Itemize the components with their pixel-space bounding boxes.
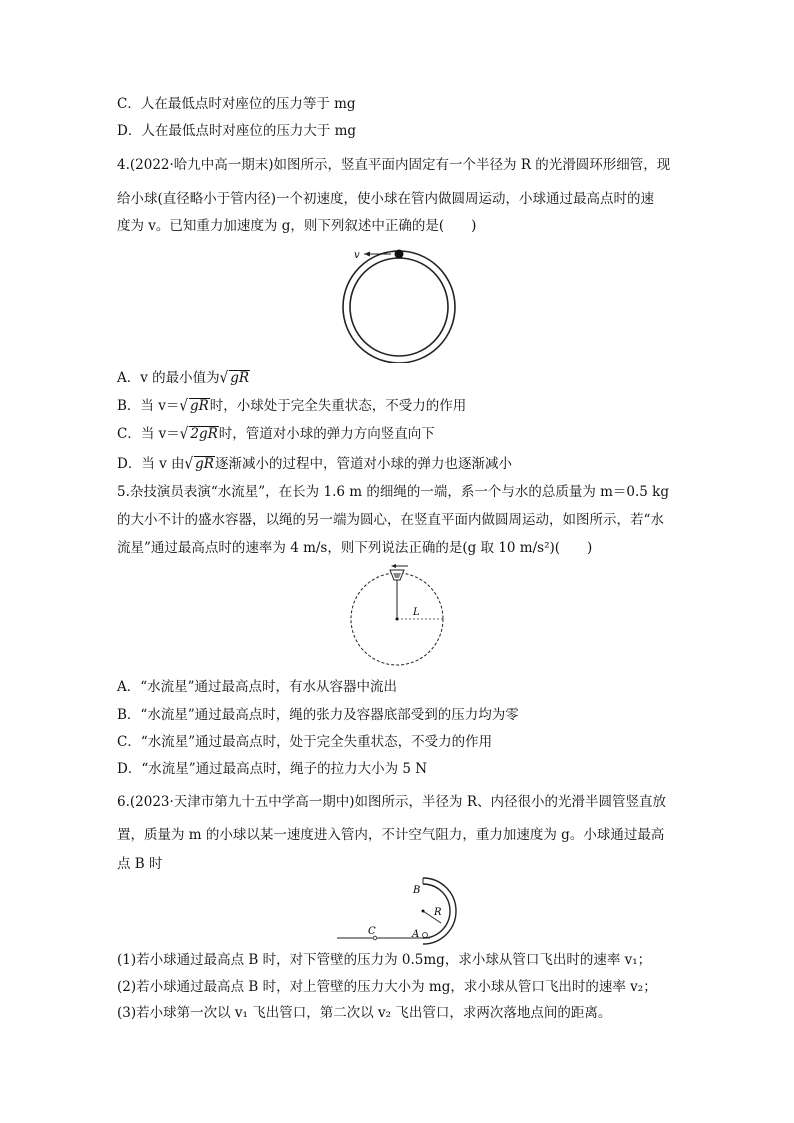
ball — [423, 933, 428, 938]
q5-option-c: C．“水流星”通过最高点时，处于完全失重状态，不受力的作用 — [117, 734, 493, 750]
q5-option-b: B．“水流星”通过最高点时，绳的张力及容器底部受到的压力均为零 — [117, 707, 519, 723]
q6-stem-line1: 6.(2023·天津市第九十五中学高一期中)如图所示，半径为 R、内径很小的光滑半圆管竖直放 — [117, 794, 667, 810]
q5-stem-line1: 5.杂技演员表演“水流星”，在长为 1.6 m 的细绳的一端，系一个与水的总质量为 m＝0.5 kg — [117, 484, 670, 500]
tube-inner-circle — [350, 258, 448, 356]
label-r: R — [434, 907, 442, 918]
center-point — [422, 910, 425, 913]
q4-stem-line2: 给小球(直径略小于管内径)一个初速度，使小球在管内做圆周运动，小球通过最高点时的速 — [117, 191, 655, 207]
q4-option-b: B．当 v＝√ gR时，小球处于完全失重状态，不受力的作用 — [117, 396, 467, 416]
q6-stem-line3: 点 B 时 — [117, 856, 163, 872]
tube-outer-circle — [343, 251, 455, 363]
q5-option-d: D．“水流星”通过最高点时，绳子的拉力大小为 5 N — [117, 761, 428, 777]
q4-option-a: A．v 的最小值为√ gR — [117, 368, 250, 388]
q3-option-d: D．人在最低点时对座位的压力大于 mg — [117, 123, 357, 139]
ball — [395, 250, 404, 259]
velocity-label: v — [354, 250, 360, 261]
q4-option-d: D．当 v 由√ gR逐渐减小的过程中，管道对小球的弹力也逐渐减小 — [117, 454, 512, 474]
q5-stem-line2: 的大小不计的盛水容器，以绳的另一端为圆心，在竖直平面内做圆周运动，如图所示，若“水 — [117, 512, 664, 528]
velocity-arrowhead — [391, 564, 396, 568]
velocity-arrowhead — [364, 252, 370, 257]
q4-stem-line3: 度为 v。已知重力加速度为 g，则下列叙述中正确的是( ) — [117, 218, 477, 234]
label-c: C — [368, 926, 376, 937]
center-point — [396, 618, 399, 621]
q6-part1: (1)若小球通过最高点 B 时，对下管壁的压力为 0.5mg，求小球从管口飞出时的速率 v₁； — [117, 952, 652, 968]
q6-semicircle-tube-figure — [335, 875, 465, 945]
q4-ring-tube-figure — [335, 245, 465, 363]
q6-part3: (3)若小球第一次以 v₁ 飞出管口，第二次以 v₂ 飞出管口，求两次落地点间的距离。 — [117, 1005, 612, 1021]
label-b: B — [413, 885, 421, 896]
q6-part2: (2)若小球通过最高点 B 时，对上管壁的压力大小为 mg，求小球从管口飞出时的速率 v₂； — [117, 979, 657, 995]
q3-option-c: C．人在最低点时对座位的压力等于 mg — [117, 96, 356, 112]
length-label: L — [413, 607, 420, 618]
q4-option-c: C．当 v＝√ 2gR时，管道对小球的弹力方向竖直向下 — [117, 424, 435, 444]
label-a: A — [412, 929, 420, 940]
q5-water-star-figure — [345, 562, 453, 670]
q5-stem-line3: 流星”通过最高点时的速率为 4 m/s，则下列说法正确的是(g 取 10 m/s²)( ) — [117, 540, 593, 556]
q5-option-a: A．“水流星”通过最高点时，有水从容器中流出 — [117, 679, 398, 695]
q6-stem-line2: 置，质量为 m 的小球以某一速度进入管内，不计空气阻力，重力加速度为 g。小球通过最高 — [117, 827, 665, 843]
q4-stem-line1: 4.(2022·哈九中高一期末)如图所示，竖直平面内固定有一个半径为 R 的光滑圆环形细管，现 — [117, 157, 671, 173]
